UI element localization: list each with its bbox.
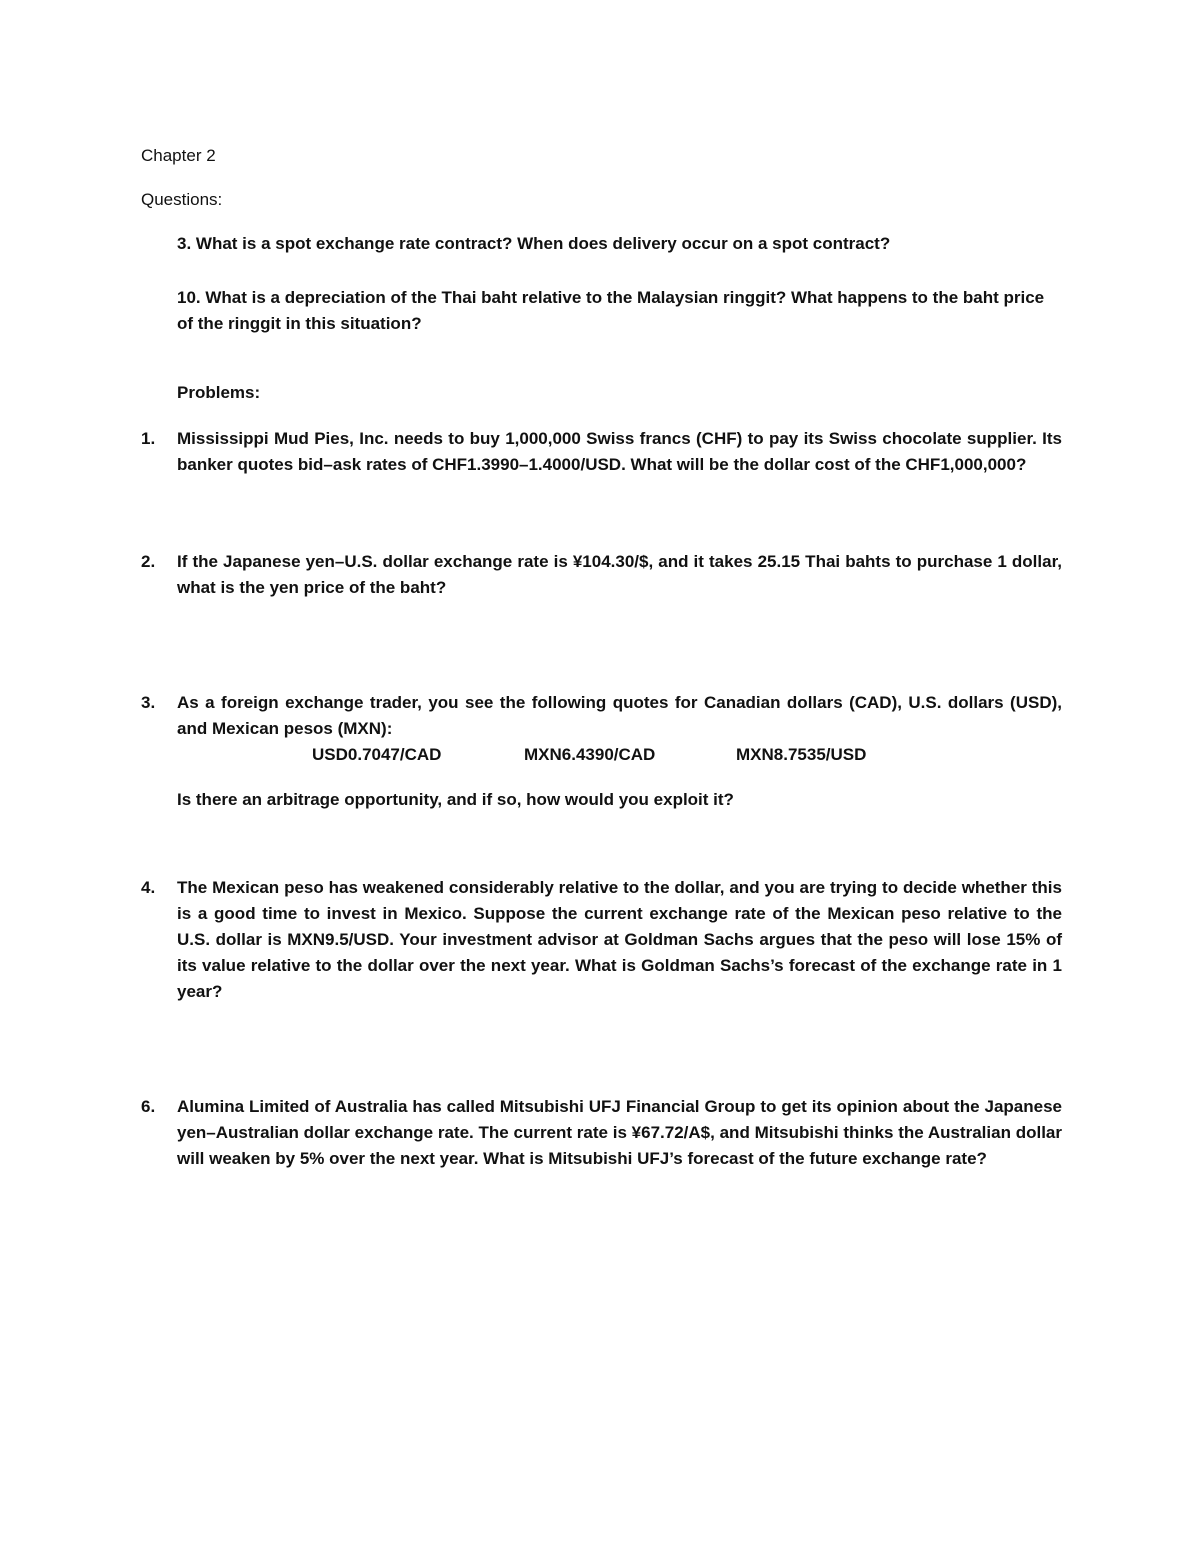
question-10: 10. What is a depreciation of the Thai baht relative to the Malaysian ringgit? What happens to the baht price of the ringgit in this situation? (177, 288, 1045, 333)
quote-mxn-cad: MXN6.4390/CAD (524, 745, 656, 764)
quote-usd-cad: USD0.7047/CAD (312, 745, 442, 764)
problem-4 (141, 875, 1062, 1005)
problem-text: If the Japanese yen–U.S. dollar exchange rate is ¥104.30/$, and it takes 25.15 Thai bahts to purchase 1 dollar, what is the yen price of the baht? (177, 552, 1062, 597)
problem-2 (141, 549, 1062, 601)
chapter-title: Chapter 2 (141, 146, 216, 165)
problem-text: Alumina Limited of Australia has called Mitsubishi UFJ Financial Group to get its opinion about the Japanese yen–Australian dollar exchange rate. The current rate is ¥67.72/A$, and Mitsubishi thinks the Australian dollar will weaken by 5% over the next year. What is Mitsubishi UFJ’s forecast of the future exchange rate? (177, 1097, 1062, 1168)
problem-number: 2. (141, 552, 156, 571)
problem-number: 6. (141, 1097, 156, 1116)
arbitrage-question: Is there an arbitrage opportunity, and if so, how would you exploit it? (177, 790, 734, 809)
quote-mxn-usd: MXN8.7535/USD (736, 745, 867, 764)
problem-1 (141, 426, 1062, 478)
problem-6 (141, 1094, 1062, 1172)
question-3: 3. What is a spot exchange rate contract? When does delivery occur on a spot contract? (177, 234, 891, 253)
problem-text: The Mexican peso has weakened considerably relative to the dollar, and you are trying to decide whether this is a good time to invest in Mexico. Suppose the current exchange rate of the Mexican peso relative to the U.S. dollar is MXN9.5/USD. Your investment advisor at Goldman Sachs argues that the peso will lose 15% of its value relative to the dollar over the next year. What is Goldman Sachs’s forecast of the exchange rate in 1 year? (177, 878, 1062, 1001)
problem-number: 4. (141, 878, 156, 897)
questions-heading: Questions: (141, 190, 223, 209)
problem-text: As a foreign exchange trader, you see the following quotes for Canadian dollars (CAD), U.S. dollars (USD), and Mexican pesos (MXN): (177, 693, 1062, 738)
problem-number: 3. (141, 693, 156, 712)
problems-heading: Problems: (177, 383, 261, 402)
problem-3 (141, 690, 1062, 742)
problem-number: 1. (141, 429, 156, 448)
problem-text: Mississippi Mud Pies, Inc. needs to buy 1,000,000 Swiss francs (CHF) to pay its Swiss chocolate supplier. Its banker quotes bid–ask rates of CHF1.3990–1.4000/USD. What will be the dollar cost of the CHF1,000,000? (177, 429, 1062, 474)
